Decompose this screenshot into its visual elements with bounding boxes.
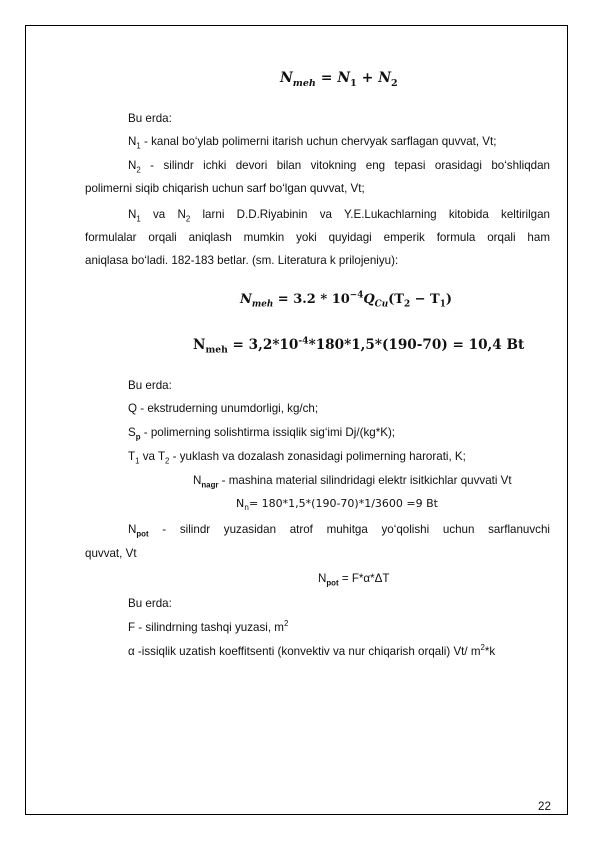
text-sp-definition: $S_p$ - polimerning solishtirma issiqlik sig‘imi Dj/(kg*K); bbox=[128, 426, 396, 442]
text-n1n2-line1: $N_1$ va $N_2$ larni D.D.Riyabinin va Y.E.Lukachlarning kitobida keltirilgan bbox=[128, 208, 551, 224]
text-alpha-definition: α -issiqlik uzatish koeffitsenti (konvektiv va nur chiqarish orqali) Vt/ $m^2*k$ bbox=[128, 643, 496, 658]
formula-npot: $N_{pot} = F*\alpha*\Delta T$ bbox=[318, 572, 390, 588]
text-n1n2-line3: aniqlasa bo‘ladi. 182-183 betlar. (sm. Literatura k prilojeniyu): bbox=[85, 254, 399, 267]
text-n1-definition: $N_1$ - kanal bo‘ylab polimerni itarish uchun chervyak sarflagan quvvat, Vt; bbox=[128, 135, 497, 151]
formula-n-meh-sum: $N_{meh} = N_1 + N_2$ bbox=[280, 70, 398, 89]
formula-n-meh-empirical: $N_{meh} = 3.2 * 10^{-4}Q_{Cu}(T_2 - T_1)$ bbox=[240, 290, 453, 310]
text-npot-definition-line1: $N_{pot}$ - silindr yuzasidan atrof muhitga yo‘qolishi uchun sarflanuvchi bbox=[128, 523, 550, 539]
page-number: 22 bbox=[538, 800, 551, 813]
text-n2-definition-line2: polimerni siqib chiqarish uchun sarf bo‘lgan quvvat, Vt; bbox=[85, 182, 365, 195]
text-nn-calculation: $N_n= 180*1,5*(190-70)*1/3600 =9$ Bt bbox=[236, 497, 438, 513]
text-npot-definition-line2: quvvat, Vt bbox=[85, 547, 137, 560]
text-n2-definition-line1: $N_2$ - silindr ichki devori bilan vitokning eng tepasi orasidagi bo‘shliqdan bbox=[128, 159, 550, 175]
text-nnagr-definition: $N_{nagr}$ - mashina material silindridagi elektr isitkichlar quvvati Vt bbox=[193, 474, 512, 490]
text-bu-erda-3: Bu erda: bbox=[128, 597, 172, 610]
text-q-definition: Q - ekstruderning unumdorligi, kg/ch; bbox=[128, 402, 319, 415]
text-f-definition: F - silindrning tashqi yuzasi, $m^2$ bbox=[128, 619, 289, 634]
formula-n-meh-numeric: $N_{meh} = 3,2*10^{-4}*180*1,5*(190-70) = 10,4$ Bt bbox=[193, 335, 525, 356]
text-bu-erda-1: Bu erda: bbox=[128, 112, 172, 125]
text-n1n2-line2: formulalar orqali aniqlash mumkin yoki quyidagi emperik formula orqali ham bbox=[85, 231, 550, 244]
text-bu-erda-2: Bu erda: bbox=[128, 379, 172, 392]
text-t-definition: $T_1$ va $T_2$ - yuklash va dozalash zonasidagi polimerning harorati, K; bbox=[128, 450, 466, 466]
